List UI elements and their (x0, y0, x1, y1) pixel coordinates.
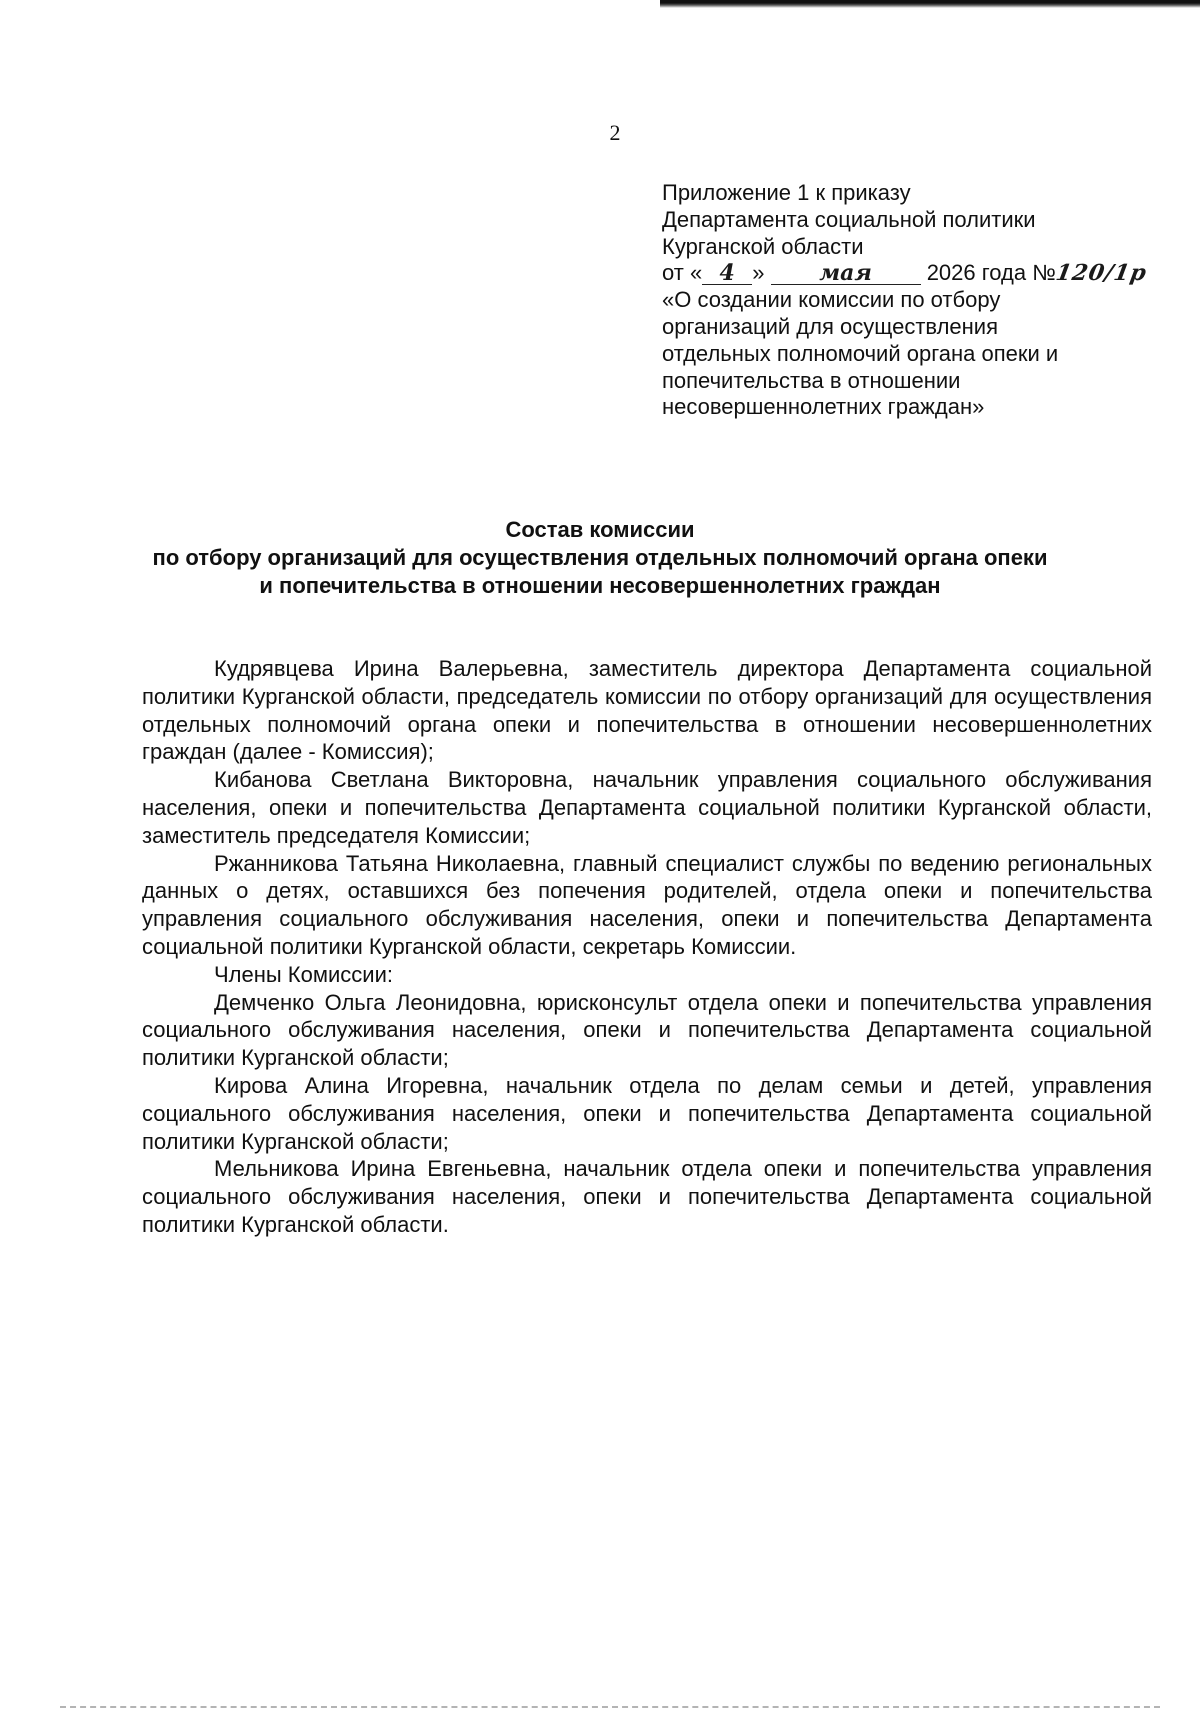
handwritten-day: 4 (702, 262, 752, 285)
document-heading (100, 516, 1100, 600)
appendix-date-line (662, 260, 1182, 287)
appendix-line: Курганской области (662, 233, 864, 259)
handwritten-order-number: 120/1р (1053, 260, 1149, 287)
scan-bottom-edge (60, 1706, 1160, 1708)
date-mid: » (752, 260, 765, 286)
member-entry: Кирова Алина Игоревна, начальник отдела по делам семьи и детей, управления социального обслуживания населения, опеки и попечительства Департамента социальной политики Курганской области; (142, 1072, 1152, 1154)
appendix-title-line: отдельных полномочий органа опеки и (662, 340, 1059, 366)
date-prefix: от « (662, 260, 703, 286)
page-number: 2 (609, 120, 621, 145)
member-entry: Демченко Ольга Леонидовна, юрисконсульт отдела опеки и попечительства управления социального обслуживания населения, опеки и попечительства Департамента социальной политики Курганской области; (142, 989, 1152, 1071)
handwritten-month: мая (771, 262, 921, 285)
appendix-line: Приложение 1 к приказу (662, 180, 911, 205)
heading-subtitle-line: и попечительства в отношении несовершеннолетних граждан (259, 573, 941, 598)
member-chair: Кудрявцева Ирина Валерьевна, заместитель директора Департамента социальной политики Курганской области, председатель комиссии по отбору организаций для осуществления отдельных полномочий органа опеки и попечительства в отношении несовершеннолетних граждан (далее - Комиссия); (142, 656, 1152, 765)
appendix-line: Департамента социальной политики (662, 206, 1036, 232)
members-label: Члены Комиссии: (214, 961, 393, 987)
appendix-title-line: «О создании комиссии по отбору (662, 287, 1001, 313)
appendix-block (662, 180, 1182, 421)
member-entry: Мельникова Ирина Евгеньевна, начальник отдела опеки и попечительства управления социального обслуживания населения, опеки и попечительства Департамента социальной политики Курганской области. (142, 1156, 1152, 1237)
appendix-title-line: несовершеннолетних граждан» (662, 394, 985, 420)
commission-members (142, 655, 1152, 1239)
member-deputy-chair: Кибанова Светлана Викторовна, начальник управления социального обслуживания населения, опеки и попечительства Департамента социальной политики Курганской области, заместитель председателя Комиссии; (142, 767, 1152, 848)
member-secretary: Ржанникова Татьяна Николаевна, главный специалист службы по ведению региональных данных о детях, оставшихся без попечения родителей, отдела опеки и попечительства управления социального обслуживания населения, опеки и попечительства Департамента социальной политики Курганской области, секретарь Комиссии. (142, 850, 1152, 959)
scan-top-edge (660, 0, 1200, 8)
heading-subtitle-line: по отбору организаций для осуществления отдельных полномочий органа опеки (152, 545, 1048, 570)
date-suffix: 2026 года № (926, 260, 1056, 286)
appendix-title-line: организаций для осуществления (662, 313, 999, 339)
appendix-title-line: попечительства в отношении (662, 367, 961, 393)
heading-title: Состав комиссии (505, 517, 695, 542)
